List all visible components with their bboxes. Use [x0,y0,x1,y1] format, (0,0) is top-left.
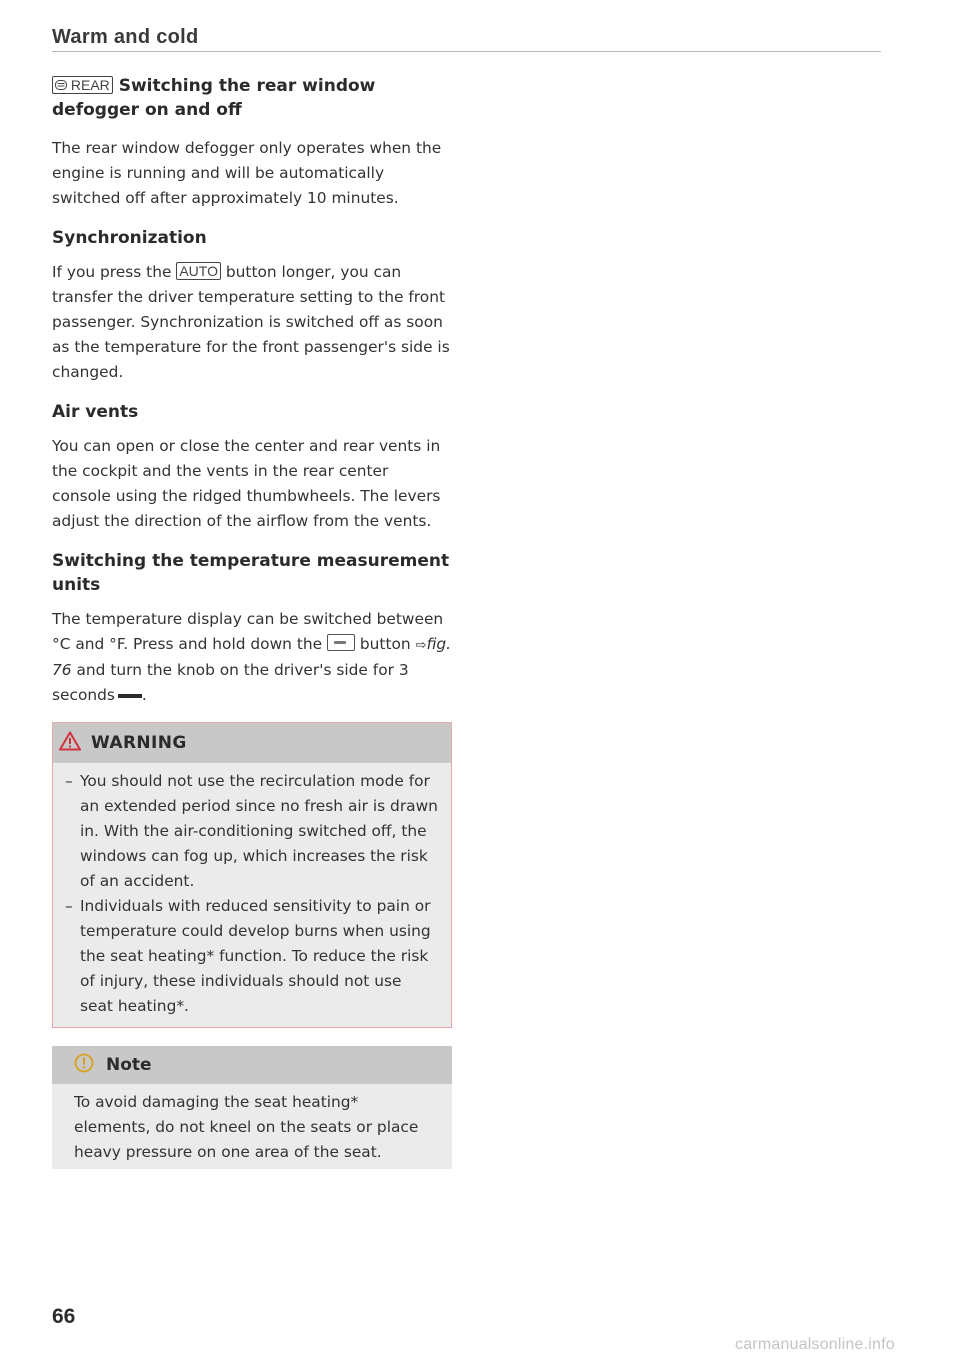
rear-window-heater-icon [55,77,71,93]
watermark: carmanualsonline.info [735,1336,895,1353]
warning-triangle-icon [59,731,91,756]
warning-box [52,722,452,1028]
figure-reference: fig. 76 [52,635,452,679]
content-column [52,74,452,1169]
air-vents-heading: Air vents [52,402,139,422]
section-end-mark [118,694,142,698]
warning-item [65,894,439,1019]
header-divider [52,51,881,52]
list-dash: – [65,772,73,790]
air-vents-body: You can open or close the center and rear vents in the cockpit and the vents in the rear center console using the ridged thumbwheels. The levers adjust the direction of the airflow from the vents. [52,437,441,530]
list-dash: – [65,897,73,915]
climate-menu-key-icon [327,634,355,651]
temperature-units-text-2: button [359,635,411,653]
note-box [52,1046,452,1169]
rear-defogger-body: The rear window defogger only operates when the engine is running and will be automatically switched off after approximately 10 minutes. [52,139,442,207]
synchronization-text-end: button longer, you can transfer the driver temperature setting to the front passenger. Synchronization is switched off as soon as the temperature for the front passenger's side is changed. [52,263,450,381]
auto-key: AUTO [176,262,221,280]
note-info-icon [74,1053,106,1078]
note-title: Note [106,1055,152,1075]
temperature-units-body [52,607,452,708]
page-number: 66 [52,1305,76,1328]
rear-defogger-key [52,76,113,94]
synchronization-body [52,260,452,385]
synchronization-heading: Synchronization [52,228,207,248]
rear-defogger-heading [52,74,452,122]
rear-key-label: REAR [70,77,110,93]
section-title: Warm and cold [52,26,199,48]
note-header [52,1046,452,1084]
temperature-units-text-3: and turn the knob on the driver's side for 3 seconds [52,661,409,704]
warning-item-text: Individuals with reduced sensitivity to pain or temperature could develop burns when using the seat heating* function. To reduce the risk of injury, these individuals should not use seat heating*. [80,897,431,1015]
warning-item [65,769,439,894]
note-body [52,1084,452,1169]
warning-item-text: You should not use the recirculation mode for an extended period since no fresh air is drawn in. With the air-conditioning switched off, the windows can fog up, which increases the risk of an accident. [80,772,438,890]
synchronization-text-start: If you press the [52,263,172,281]
cross-reference-arrow-icon: ⇨ [415,638,427,653]
temperature-units-text-4: . [141,686,147,704]
temperature-units-heading: Switching the temperature measurement units [52,551,450,595]
temperature-units-text-1: The temperature display can be switched between °C and °F. Press and hold down the [52,610,444,653]
warning-header [53,723,451,763]
note-text: To avoid damaging the seat heating* elements, do not kneel on the seats or place heavy pressure on one area of the seat. [74,1093,419,1161]
rear-defogger-title: Switching the rear window defogger on and off [52,76,376,120]
warning-title: WARNING [91,733,187,753]
warning-body [53,763,451,1027]
